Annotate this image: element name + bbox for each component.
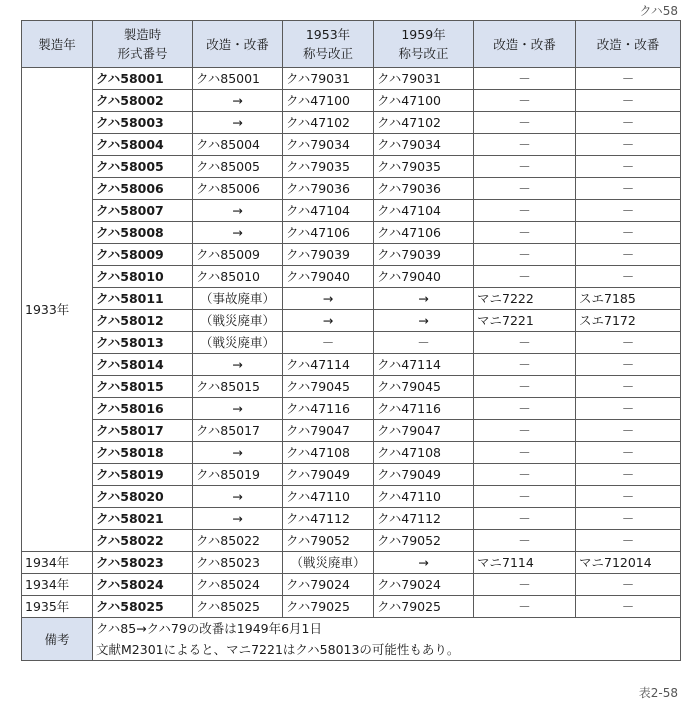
original-type-cell: クハ58015 bbox=[93, 376, 193, 398]
renumber-1953-cell: － bbox=[283, 332, 374, 354]
notes-row bbox=[22, 618, 681, 661]
modification-3-cell: － bbox=[576, 596, 681, 618]
renumber-1953-cell: クハ47114 bbox=[283, 354, 374, 376]
table-row bbox=[22, 596, 681, 618]
header-original-type: 製造時 形式番号 bbox=[93, 21, 193, 68]
table-caption-top: クハ58 bbox=[639, 4, 678, 18]
header-year: 製造年 bbox=[22, 21, 93, 68]
renumber-1959-cell: クハ79039 bbox=[374, 244, 474, 266]
modification-3-cell: － bbox=[576, 112, 681, 134]
modification-3-cell: － bbox=[576, 574, 681, 596]
modification-1-cell: クハ85017 bbox=[193, 420, 283, 442]
table-row bbox=[22, 332, 681, 354]
renumber-1953-cell: クハ47112 bbox=[283, 508, 374, 530]
renumber-1959-cell: → bbox=[374, 552, 474, 574]
table-body bbox=[22, 68, 681, 661]
renumber-1953-cell: クハ79024 bbox=[283, 574, 374, 596]
modification-1-cell: クハ85023 bbox=[193, 552, 283, 574]
original-type-cell: クハ58002 bbox=[93, 90, 193, 112]
table-caption-bottom: 表2-58 bbox=[638, 686, 678, 700]
original-type-cell: クハ58018 bbox=[93, 442, 193, 464]
renumber-1959-cell: クハ79034 bbox=[374, 134, 474, 156]
notes-line: 文献M2301によると、マニ7221はクハ58013の可能性もあり。 bbox=[96, 642, 460, 657]
table-row bbox=[22, 222, 681, 244]
original-type-cell: クハ58023 bbox=[93, 552, 193, 574]
modification-1-cell: → bbox=[193, 222, 283, 244]
modification-2-cell: － bbox=[474, 354, 576, 376]
renumber-1953-cell: クハ79040 bbox=[283, 266, 374, 288]
renumber-1953-cell: クハ79047 bbox=[283, 420, 374, 442]
renumber-1959-cell: クハ47108 bbox=[374, 442, 474, 464]
modification-2-cell: － bbox=[474, 376, 576, 398]
modification-1-cell: クハ85001 bbox=[193, 68, 283, 90]
modification-3-cell: － bbox=[576, 530, 681, 552]
original-type-cell: クハ58016 bbox=[93, 398, 193, 420]
table-row bbox=[22, 90, 681, 112]
renumber-1959-cell: クハ47106 bbox=[374, 222, 474, 244]
original-type-cell: クハ58022 bbox=[93, 530, 193, 552]
renumber-1959-cell: → bbox=[374, 288, 474, 310]
modification-2-cell: － bbox=[474, 420, 576, 442]
modification-3-cell: － bbox=[576, 222, 681, 244]
modification-1-cell: クハ85024 bbox=[193, 574, 283, 596]
modification-2-cell: － bbox=[474, 244, 576, 266]
renumber-1953-cell: クハ47116 bbox=[283, 398, 374, 420]
modification-2-cell: － bbox=[474, 442, 576, 464]
modification-3-cell: スエ7172 bbox=[576, 310, 681, 332]
table-row bbox=[22, 552, 681, 574]
modification-1-cell: → bbox=[193, 442, 283, 464]
table-row bbox=[22, 354, 681, 376]
modification-1-cell: クハ85006 bbox=[193, 178, 283, 200]
modification-3-cell: － bbox=[576, 376, 681, 398]
renumber-1959-cell: クハ79036 bbox=[374, 178, 474, 200]
year-cell: 1935年 bbox=[22, 596, 93, 618]
modification-1-cell: クハ85005 bbox=[193, 156, 283, 178]
modification-3-cell: － bbox=[576, 134, 681, 156]
modification-2-cell: － bbox=[474, 68, 576, 90]
renumber-1959-cell: クハ79024 bbox=[374, 574, 474, 596]
renumber-1959-cell: クハ79047 bbox=[374, 420, 474, 442]
original-type-cell: クハ58012 bbox=[93, 310, 193, 332]
renumber-1959-cell: クハ47114 bbox=[374, 354, 474, 376]
modification-3-cell: － bbox=[576, 244, 681, 266]
notes-line: クハ85→クハ79の改番は1949年6月1日 bbox=[96, 621, 323, 636]
modification-1-cell: → bbox=[193, 112, 283, 134]
renumber-1959-cell: － bbox=[374, 332, 474, 354]
table-row bbox=[22, 508, 681, 530]
year-cell: 1934年 bbox=[22, 552, 93, 574]
modification-2-cell: － bbox=[474, 530, 576, 552]
modification-1-cell: → bbox=[193, 508, 283, 530]
table-row bbox=[22, 464, 681, 486]
renumber-1959-cell: クハ79040 bbox=[374, 266, 474, 288]
modification-3-cell: － bbox=[576, 486, 681, 508]
table-row bbox=[22, 530, 681, 552]
modification-2-cell: － bbox=[474, 574, 576, 596]
table-row bbox=[22, 310, 681, 332]
modification-3-cell: スエ7185 bbox=[576, 288, 681, 310]
original-type-cell: クハ58001 bbox=[93, 68, 193, 90]
original-type-cell: クハ58010 bbox=[93, 266, 193, 288]
renumber-1953-cell: クハ79035 bbox=[283, 156, 374, 178]
renumber-1959-cell: クハ47102 bbox=[374, 112, 474, 134]
table-row bbox=[22, 178, 681, 200]
original-type-cell: クハ58024 bbox=[93, 574, 193, 596]
modification-2-cell: － bbox=[474, 112, 576, 134]
modification-2-cell: － bbox=[474, 332, 576, 354]
modification-2-cell: － bbox=[474, 200, 576, 222]
modification-3-cell: － bbox=[576, 464, 681, 486]
header-modification-2: 改造・改番 bbox=[474, 21, 576, 68]
renumber-1959-cell: クハ47116 bbox=[374, 398, 474, 420]
original-type-cell: クハ58020 bbox=[93, 486, 193, 508]
modification-2-cell: － bbox=[474, 398, 576, 420]
notes-label: 備考 bbox=[22, 618, 93, 661]
renumber-1953-cell: クハ47100 bbox=[283, 90, 374, 112]
renumber-1953-cell: クハ79052 bbox=[283, 530, 374, 552]
renumber-1953-cell: → bbox=[283, 288, 374, 310]
renumber-1959-cell: クハ79031 bbox=[374, 68, 474, 90]
modification-1-cell: → bbox=[193, 90, 283, 112]
original-type-cell: クハ58017 bbox=[93, 420, 193, 442]
modification-1-cell: （戦災廃車） bbox=[193, 310, 283, 332]
renumber-1953-cell: クハ47104 bbox=[283, 200, 374, 222]
modification-1-cell: → bbox=[193, 398, 283, 420]
renumber-1959-cell: クハ47104 bbox=[374, 200, 474, 222]
original-type-cell: クハ58005 bbox=[93, 156, 193, 178]
modification-1-cell: （戦災廃車） bbox=[193, 332, 283, 354]
table-row bbox=[22, 266, 681, 288]
modification-3-cell: マニ712014 bbox=[576, 552, 681, 574]
table-row bbox=[22, 134, 681, 156]
table-row bbox=[22, 156, 681, 178]
renumber-1953-cell: クハ47110 bbox=[283, 486, 374, 508]
table-row bbox=[22, 68, 681, 90]
renumber-1953-cell: クハ79039 bbox=[283, 244, 374, 266]
modification-2-cell: － bbox=[474, 508, 576, 530]
original-type-cell: クハ58003 bbox=[93, 112, 193, 134]
modification-3-cell: － bbox=[576, 266, 681, 288]
table-row bbox=[22, 420, 681, 442]
renumber-1959-cell: → bbox=[374, 310, 474, 332]
modification-1-cell: クハ85022 bbox=[193, 530, 283, 552]
modification-3-cell: － bbox=[576, 442, 681, 464]
original-type-cell: クハ58014 bbox=[93, 354, 193, 376]
renumber-1959-cell: クハ79035 bbox=[374, 156, 474, 178]
original-type-cell: クハ58007 bbox=[93, 200, 193, 222]
modification-2-cell: － bbox=[474, 486, 576, 508]
renumber-1959-cell: クハ79045 bbox=[374, 376, 474, 398]
table-row bbox=[22, 112, 681, 134]
renumber-1953-cell: クハ79036 bbox=[283, 178, 374, 200]
table-row bbox=[22, 398, 681, 420]
renumber-1953-cell: クハ47106 bbox=[283, 222, 374, 244]
original-type-cell: クハ58006 bbox=[93, 178, 193, 200]
modification-1-cell: → bbox=[193, 486, 283, 508]
original-type-cell: クハ58011 bbox=[93, 288, 193, 310]
renumber-1953-cell: クハ47108 bbox=[283, 442, 374, 464]
header-modification-1: 改造・改番 bbox=[193, 21, 283, 68]
table-row bbox=[22, 574, 681, 596]
modification-3-cell: － bbox=[576, 420, 681, 442]
header-1953-renumbering: 1953年 称号改正 bbox=[283, 21, 374, 68]
renumber-1953-cell: → bbox=[283, 310, 374, 332]
modification-3-cell: － bbox=[576, 332, 681, 354]
table-row bbox=[22, 288, 681, 310]
original-type-cell: クハ58021 bbox=[93, 508, 193, 530]
original-type-cell: クハ58019 bbox=[93, 464, 193, 486]
modification-3-cell: － bbox=[576, 508, 681, 530]
renumber-1959-cell: クハ79049 bbox=[374, 464, 474, 486]
modification-1-cell: クハ85019 bbox=[193, 464, 283, 486]
modification-2-cell: － bbox=[474, 178, 576, 200]
modification-2-cell: － bbox=[474, 266, 576, 288]
modification-3-cell: － bbox=[576, 178, 681, 200]
modification-2-cell: － bbox=[474, 134, 576, 156]
modification-2-cell: マニ7114 bbox=[474, 552, 576, 574]
renumber-1959-cell: クハ47110 bbox=[374, 486, 474, 508]
renumber-1953-cell: クハ79025 bbox=[283, 596, 374, 618]
modification-2-cell: － bbox=[474, 90, 576, 112]
modification-2-cell: マニ7222 bbox=[474, 288, 576, 310]
modification-1-cell: クハ85009 bbox=[193, 244, 283, 266]
renumber-1953-cell: クハ79045 bbox=[283, 376, 374, 398]
modification-3-cell: － bbox=[576, 354, 681, 376]
original-type-cell: クハ58008 bbox=[93, 222, 193, 244]
notes-body bbox=[93, 618, 681, 661]
original-type-cell: クハ58025 bbox=[93, 596, 193, 618]
renumber-1953-cell: クハ47102 bbox=[283, 112, 374, 134]
modification-2-cell: － bbox=[474, 222, 576, 244]
renumber-1959-cell: クハ47100 bbox=[374, 90, 474, 112]
table-row bbox=[22, 376, 681, 398]
renumber-1953-cell: （戦災廃車） bbox=[283, 552, 374, 574]
modification-1-cell: クハ85015 bbox=[193, 376, 283, 398]
renumber-1953-cell: クハ79034 bbox=[283, 134, 374, 156]
modification-1-cell: （事故廃車） bbox=[193, 288, 283, 310]
year-cell: 1934年 bbox=[22, 574, 93, 596]
table-row bbox=[22, 200, 681, 222]
modification-2-cell: － bbox=[474, 464, 576, 486]
modification-3-cell: － bbox=[576, 398, 681, 420]
modification-1-cell: クハ85025 bbox=[193, 596, 283, 618]
original-type-cell: クハ58013 bbox=[93, 332, 193, 354]
modification-2-cell: － bbox=[474, 596, 576, 618]
modification-1-cell: クハ85004 bbox=[193, 134, 283, 156]
header-1959-renumbering: 1959年 称号改正 bbox=[374, 21, 474, 68]
modification-1-cell: → bbox=[193, 354, 283, 376]
original-type-cell: クハ58009 bbox=[93, 244, 193, 266]
modification-1-cell: → bbox=[193, 200, 283, 222]
modification-2-cell: マニ7221 bbox=[474, 310, 576, 332]
renumber-1953-cell: クハ79031 bbox=[283, 68, 374, 90]
header-row bbox=[22, 21, 681, 68]
car-history-table bbox=[21, 20, 681, 661]
table-row bbox=[22, 486, 681, 508]
renumber-1959-cell: クハ79025 bbox=[374, 596, 474, 618]
modification-3-cell: － bbox=[576, 200, 681, 222]
table-row bbox=[22, 442, 681, 464]
renumber-1959-cell: クハ79052 bbox=[374, 530, 474, 552]
renumber-1959-cell: クハ47112 bbox=[374, 508, 474, 530]
table-row bbox=[22, 244, 681, 266]
modification-3-cell: － bbox=[576, 156, 681, 178]
modification-3-cell: － bbox=[576, 68, 681, 90]
renumber-1953-cell: クハ79049 bbox=[283, 464, 374, 486]
header-modification-3: 改造・改番 bbox=[576, 21, 681, 68]
modification-3-cell: － bbox=[576, 90, 681, 112]
modification-2-cell: － bbox=[474, 156, 576, 178]
original-type-cell: クハ58004 bbox=[93, 134, 193, 156]
modification-1-cell: クハ85010 bbox=[193, 266, 283, 288]
year-cell: 1933年 bbox=[22, 68, 93, 552]
